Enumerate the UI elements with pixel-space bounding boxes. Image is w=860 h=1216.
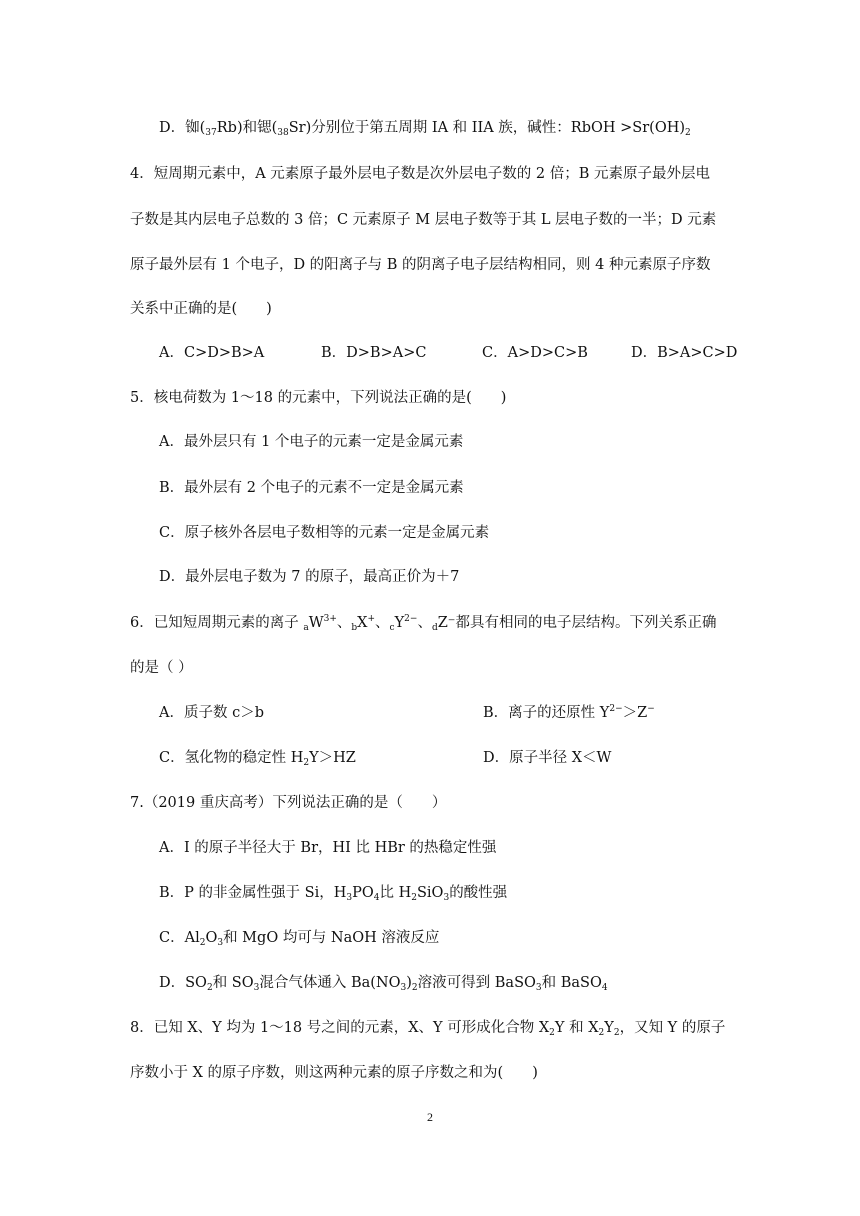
q6-stem-line-2: 的是（ ） bbox=[130, 660, 193, 676]
q4-option-d: D．B>A>C>D bbox=[631, 345, 738, 361]
q5-stem: 5．核电荷数为 1～18 的元素中，下列说法正确的是( ) bbox=[130, 390, 507, 406]
q7-option-a: A．I 的原子半径大于 Br，HI 比 HBr 的热稳定性强 bbox=[159, 840, 497, 856]
q6-stem-line-1: 6．已知短周期元素的离子 $_aW^{3+}$、$_b$X+、$_cY^{2-}$、$_d$Z⁻都具有相同的电子层结构。下列关系正确 bbox=[130, 614, 717, 633]
q3-option-d: D．铷$(_{37}Rb)$和锶$(_{38}Sr)$分别位于第五周期 IA 和 IIA 族，碱性：RbOH $>Sr(OH)_2$ bbox=[159, 120, 691, 138]
q4-stem-line-2: 子数是其内层电子总数的 3 倍；C 元素原子 M 层电子数等于其 L 层电子数的一半；D 元素 bbox=[130, 212, 717, 228]
q4-option-b: B．D>B>A>C bbox=[321, 345, 427, 361]
q8-stem-line-2: 序数小于 X 的原子序数，则这两种元素的原子序数之和为( ) bbox=[130, 1065, 538, 1081]
q7-option-d: D．$SO_2$和 $SO_3$混合气体通入 $Ba(NO_3)_2$溶液可得到 BaSO$_3$和 BaSO$_4$ bbox=[159, 975, 608, 993]
q5-option-b: B．最外层有 2 个电子的元素不一定是金属元素 bbox=[159, 480, 464, 496]
q6-option-c: C．氢化物的稳定性 $H_2Y>HZ$ bbox=[159, 750, 356, 768]
q4-stem-line-1: 4．短周期元素中，A 元素原子最外层电子数是次外层电子数的 2 倍；B 元素原子最外层电 bbox=[130, 166, 711, 182]
q6-option-d: D．原子半径 X＜W bbox=[483, 750, 612, 766]
q7-option-b: B．P 的非金属性强于 Si，$H_3PO_4$比 $H_2SiO_3$的酸性强 bbox=[159, 885, 508, 903]
q7-stem: 7.（2019 重庆高考）下列说法正确的是（ ） bbox=[130, 795, 447, 811]
q6-option-b: B．离子的还原性 $Y^{2-}>Z^-$ bbox=[483, 704, 655, 721]
q8-stem-line-1: 8．已知 X、Y 均为 1～18 号之间的元素，X、Y 可形成化合物 $X_2Y$ 和 $X_2Y_2$，又知 Y 的原子 bbox=[130, 1020, 726, 1038]
q5-option-c: C．原子核外各层电子数相等的元素一定是金属元素 bbox=[159, 525, 490, 541]
page-number: 2 bbox=[427, 1110, 433, 1124]
q4-option-c: C．A>D>C>B bbox=[482, 345, 588, 361]
q5-option-d: D．最外层电子数为 7 的原子，最高正价为＋7 bbox=[159, 569, 460, 585]
q5-option-a: A．最外层只有 1 个电子的元素一定是金属元素 bbox=[159, 434, 464, 450]
q4-stem-line-4: 关系中正确的是( ) bbox=[130, 301, 272, 317]
q7-option-c: C．$Al_2O_3$和 MgO 均可与 NaOH 溶液反应 bbox=[159, 930, 440, 948]
q4-stem-line-3: 原子最外层有 1 个电子，D 的阳离子与 B 的阴离子电子层结构相同，则 4 种元素原子序数 bbox=[130, 257, 711, 273]
q6-option-a: A．质子数 c＞b bbox=[159, 705, 264, 721]
q4-option-a: A．C>D>B>A bbox=[159, 345, 265, 361]
